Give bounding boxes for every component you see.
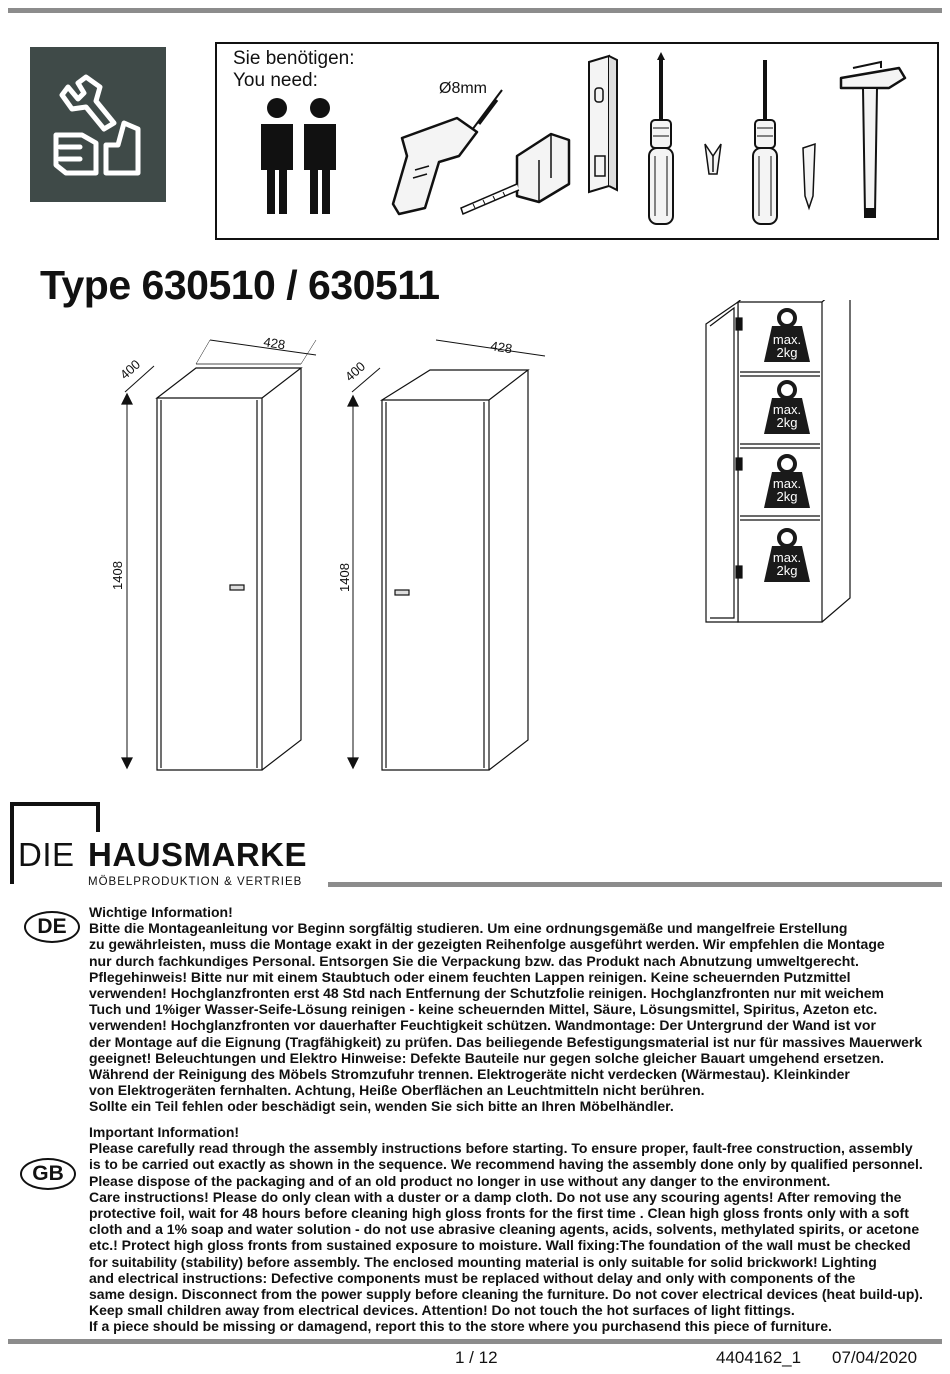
hammer-icon [841,62,905,218]
cabinet-drawing-630511 [348,340,545,770]
tools-needed-box [215,42,939,240]
de-line: verwenden! Hochglanzfronten vor dauerhafter Feuchtigkeit schützen. Wandmontage: Der Untergrund der Wand ist vor [89,1017,876,1034]
svg-text:MÖBELPRODUKTION & VERTRIEB: MÖBELPRODUKTION & VERTRIEB [88,876,303,888]
type-title: Type 630510 / 630511 [40,262,440,308]
de-line: geeignet! Beleuchtungen und Elektro Hinweise: Defekte Bauteile nur gegen solche gleicher Bauart umgehend ersetzen. [89,1049,885,1066]
drill-icon [393,80,502,214]
page-number: 1 / 12 [455,1348,498,1367]
svg-text:max.: max. [772,332,802,347]
width-label-a: 428 [262,334,287,353]
document-date: 07/04/2020 [832,1348,918,1367]
assembly-tool-icon [30,47,166,202]
de-line: Bitte die Montageanleitung vor Beginn sorgfältig studieren. Um eine ordnungsgemäße und mangelfreie Erstellung [89,920,848,937]
svg-text:2kg: 2kg [776,489,798,504]
weight-icon [764,310,810,362]
you-need-en-label: You need: [233,70,318,91]
de-line: der Montage auf die Eignung (Tragfähigkeit) zu prüfen. Das beiliegende Befestigungsmaterial ist nur für massives Mauerwerk [89,1033,923,1050]
gb-line: etc.! Protect high gloss fronts from sustained exposure to moisture. Wall fixing:The foundation of the wall must be checked [89,1237,911,1254]
document-number: 4404162_1 [716,1348,802,1367]
brand-rule [328,882,942,887]
gb-line: Care instructions! Please do only clean with a duster or a damp cloth. Do not use any scouring agents! After removing the [89,1188,902,1205]
weight-icons [764,310,810,582]
gb-line: Please carefully read through the assembly instructions before starting. To ensure proper, fault-free construction, assembly [89,1140,913,1157]
weight-icon [764,382,810,434]
de-line: zu gewährleisten, muss die Montage exakt in der gezeigten Reihenfolge ausgeführt werden. Wir empfehlen die Montage [89,936,885,953]
drill-size-label: Ø8mm [439,80,487,97]
svg-text:DIE: DIE [18,836,75,873]
weight-icon [764,530,810,582]
width-label-b: 428 [489,338,514,357]
gb-line: If a piece should be missing or damagend, report this to the store where you purchasend this piece of furniture. [89,1318,832,1335]
language-badge-gb: GB [20,1158,76,1190]
de-line: Wichtige Information! [89,904,233,920]
svg-text:2kg: 2kg [776,563,798,578]
gb-line: Keep small children away from electrical devices. Attention! Do not touch the hot surfaces of light fittings. [89,1302,795,1319]
gb-line: Please dispose of the packaging and of an old product no longer in use without any danger to the environment. [89,1172,831,1189]
svg-text:max.: max. [772,550,802,565]
svg-text:2kg: 2kg [776,415,798,430]
phillips-screwdriver-icon [649,52,721,224]
brand-logo [8,800,328,890]
cabinet-drawing-630510 [122,340,316,770]
depth-label-b: 400 [341,358,369,385]
height-label-b: 1408 [337,563,352,592]
de-line: Sollte ein Teil fehlen oder beschädigt sein, wenden Sie sich bitte an Ihren Möbelhändler. [89,1098,674,1115]
de-line: Tuch und 1%iger Wasser-Seife-Lösung reinigen - keine scheuernden Mittel, Säure, Lösungsmittel, Spiritus, Azeton etc. [89,1001,878,1018]
dimension-drawings [0,300,950,780]
de-instructions [89,904,922,1115]
tape-measure-icon [461,134,569,214]
de-line: von Elektrogeräten fernhalten. Achtung, Heiße Oberflächen an Leuchtmitteln nicht berühren. [89,1082,705,1099]
de-line: nur durch fachkundiges Personal. Entsorgen Sie die Verpackung bzw. das Produkt nach Abnutzung umweltgerecht. [89,952,859,969]
gb-line: for suitability (stability) before assembly. The enclosed mounting material is only suitable for solid brickwork! Lighting [89,1253,877,1270]
svg-text:HAUSMARKE: HAUSMARKE [88,836,307,873]
height-label-a: 1408 [110,561,125,590]
svg-text:2kg: 2kg [776,345,798,360]
top-rule [8,8,942,13]
gb-line: protective foil, wait for 48 hours before cleaning high gloss fronts for the first time . Clean high gloss fronts only with a soft [89,1205,909,1222]
depth-label-a: 400 [116,356,144,383]
gb-line: Important Information! [89,1124,240,1140]
persons-icon [261,98,336,214]
de-line: verwenden! Hochglanzfronten erst 48 Std nach Entfernung der Schutzfolie reinigen. Hochglanzfronten nur mit weichem [89,985,884,1002]
you-need-de-label: Sie benötigen: [233,48,355,69]
gb-line: is to be carried out exactly as shown in the sequence. We recommend having the assembly done only by qualified personnel. [89,1156,923,1173]
gb-line: and electrical instructions: Defective components must be replaced without delay and only with components of the [89,1269,856,1286]
footer-rule [8,1339,942,1344]
svg-text:max.: max. [772,476,802,491]
weight-icon [764,456,810,508]
gb-instructions [89,1124,923,1335]
spirit-level-icon [589,56,617,192]
svg-text:max.: max. [772,402,802,417]
language-badge-de: DE [24,911,80,943]
gb-line: cloth and a 1% soap and water solution - do not use abrasive cleaning agents, acids, solvents, methylated spirits, or acetone [89,1221,920,1238]
flat-screwdriver-icon [753,60,815,224]
de-line: Pflegehinweis! Bitte nur mit einem Staubtuch oder einem feuchten Lappen reinigen. Keine scheuernden Putzmittel [89,968,851,985]
gb-line: same design. Disconnect from the power supply before cleaning the furniture. Do not cover electrical devices (heat build-up). [89,1286,923,1303]
de-line: Während der Reinigung des Möbels Stromzufuhr trennen. Elektrogeräte nicht verdecken (Wärmestau). Kleinkinder [89,1066,850,1083]
